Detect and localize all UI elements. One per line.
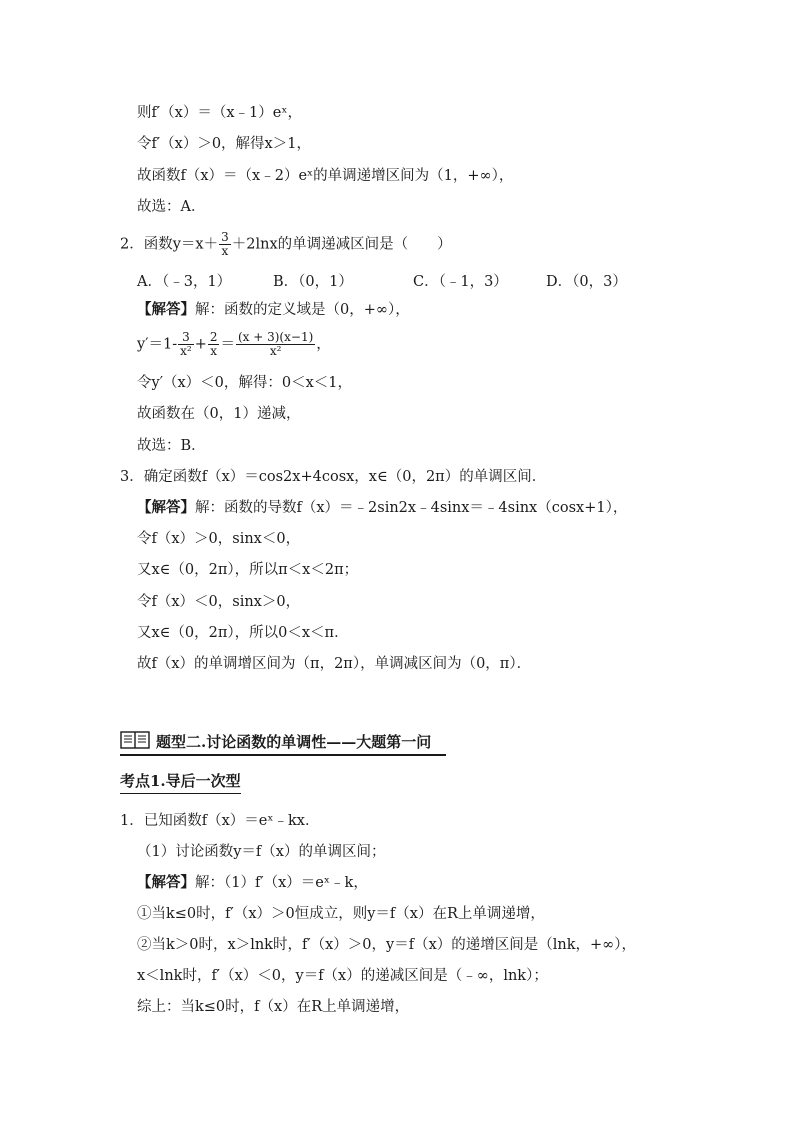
text-line: 故函数f（x）＝（x﹣2）eˣ的单调递增区间为（1，+∞），	[137, 168, 514, 184]
answer-line	[137, 874, 368, 892]
text-line: 故选：A．	[137, 199, 206, 215]
answer-line	[137, 499, 627, 517]
sub-question: （1）讨论函数y＝f（x）的单调区间；	[137, 844, 386, 860]
text-line: 令f（x）＜0，sinx＞0，	[137, 594, 301, 610]
text-line: x＜lnk时，f′（x）＜0，y＝f（x）的递减区间是（﹣∞，lnk）；	[137, 968, 548, 984]
frac-numerator: (x + 3)(x−1)	[237, 330, 314, 344]
fraction	[219, 231, 231, 258]
text-line: 则f′（x）＝（x﹣1）eˣ，	[137, 105, 302, 121]
text-line: 又x∈（0，2π），所以π＜x＜2π；	[137, 562, 359, 578]
answer-text: 解：函数的导数f（x）＝﹣2sin2x﹣4sinx＝﹣4sinx（cosx+1），	[195, 500, 628, 516]
question-2-stem	[120, 231, 452, 258]
answer-text: 解：函数的定义域是（0，+∞），	[195, 302, 410, 318]
text-line: ①当k≤0时，f′（x）＞0恒成立，则y＝f（x）在R上单调递增，	[137, 906, 545, 922]
section-heading	[120, 728, 446, 756]
frac-denominator: x²	[180, 344, 192, 358]
answer-text: 解：（1）f′（x）＝eˣ﹣k，	[195, 875, 368, 891]
question-3-stem: 3．确定函数f（x）＝cos2x+4cosx，x∈（0，2π）的单调区间．	[120, 469, 547, 485]
book-icon	[120, 730, 150, 750]
option-c: C．（﹣1，3）	[413, 274, 508, 290]
comma: ，	[316, 336, 331, 353]
frac-numerator: 2	[209, 330, 218, 344]
fraction	[178, 331, 194, 358]
text-line: 综上：当k≤0时，f（x）在R上单调递增，	[137, 999, 410, 1015]
derivative-line	[137, 331, 331, 358]
plus-sign: +	[194, 336, 207, 353]
frac-denominator: x	[221, 244, 229, 258]
option-a: A．（﹣3，1）	[137, 274, 232, 290]
frac-denominator: x	[210, 344, 218, 358]
option-b: B．（0，1）	[273, 274, 353, 290]
fraction	[208, 331, 220, 358]
text-line: 又x∈（0，2π），所以0＜x＜π．	[137, 625, 349, 641]
kaodian-heading: 考点1.导后一次型	[120, 770, 241, 794]
text-line: 故f（x）的单调增区间为（π，2π），单调减区间为（0，π）．	[137, 656, 532, 672]
answer-tag: 【解答】	[137, 499, 195, 516]
equals-sign: ＝	[220, 336, 235, 353]
text-line: 令f（x）＞0，sinx＜0，	[137, 531, 301, 547]
text-line: 故函数在（0，1）递减，	[137, 406, 301, 422]
option-d: D．（0，3）	[546, 274, 627, 290]
answer-tag: 【解答】	[137, 301, 195, 318]
text-line: 故选：B．	[137, 438, 206, 454]
frac-numerator: 3	[178, 331, 194, 345]
text-line: ②当k＞0时，x＞lnk时，f′（x）＞0，y＝f（x）的递增区间是（lnk，+∞），	[137, 937, 636, 953]
text-line: 令f′（x）＞0，解得x＞1，	[137, 136, 311, 152]
answer-tag: 【解答】	[137, 874, 195, 891]
frac-denominator: x²	[269, 344, 282, 358]
text-line: 令y′（x）＜0，解得：0＜x＜1，	[137, 375, 353, 391]
stem-prefix: 2．函数y＝x＋	[120, 236, 219, 253]
frac-numerator: 3	[221, 230, 229, 244]
fraction	[236, 331, 315, 358]
deriv-prefix: y′＝1-	[137, 336, 178, 353]
problem-1-stem: 1．已知函数f（x）＝eˣ﹣kx．	[120, 813, 320, 829]
answer-line	[137, 301, 410, 319]
stem-suffix: ＋2lnx的单调递减区间是（ ）	[231, 236, 452, 253]
section-heading-text: 题型二.讨论函数的单调性——大题第一问	[156, 733, 432, 751]
